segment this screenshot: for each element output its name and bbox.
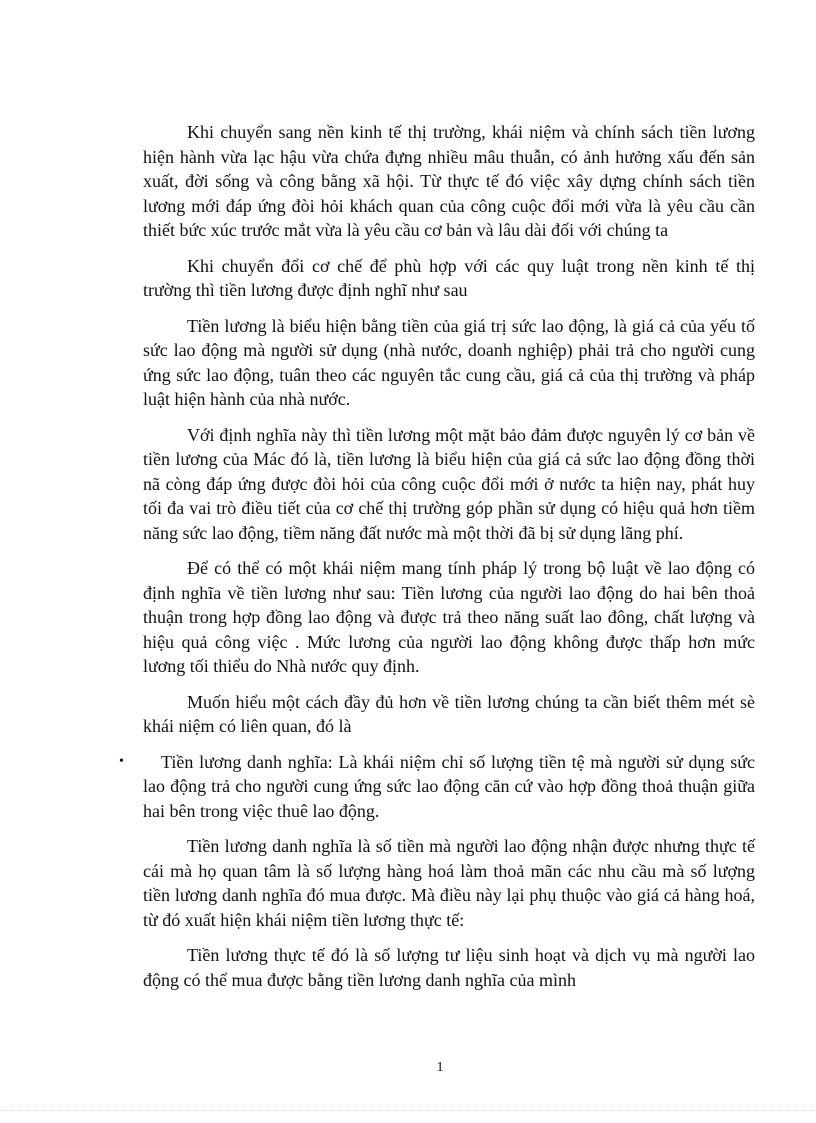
paragraph: Với định nghĩa này thì tiền lương một mặt bảo đảm được nguyên lý cơ bản về tiền lương của Mác đó là, tiền lương là biểu hiện của giá cả sức lao động đồng thời nã còng đáp ứng được đòi hỏi của công cuộc đổi mới ở nước ta hiện nay, phát huy tối đa vai trò điều tiết của cơ chế thị trường góp phần sử dụng có hiệu quả hơn tiềm năng sức lao động, tiềm năng đất nước mà một thời đã bị sử dụng lãng phí.	[143, 424, 755, 543]
bullet-item	[119, 750, 755, 824]
page-bottom-divider	[0, 1110, 816, 1111]
paragraph: Để có thể có một khái niệm mang tính pháp lý trong bộ luật về lao động có định nghĩa về tiền lương như sau: Tiền lương của người lao động do hai bên thoả thuận trong hợp đồng lao động và được trả theo năng suất lao đông, chất lượng và hiệu quả công việc . Mức lương của người lao động không được thấp hơn mức lương tối thiểu do Nhà nước quy định.	[143, 558, 755, 676]
bullet-marker-icon: •	[119, 753, 124, 769]
paragraph: Muốn hiểu một cách đầy đủ hơn về tiền lương chúng ta cần biết thêm mét sè khái niệm có liên quan, đó là	[143, 691, 755, 736]
paragraph: Khi chuyển sang nền kinh tế thị trường, khái niệm và chính sách tiền lương hiện hành vừa lạc hậu vừa chứa đựng nhiều mâu thuẫn, có ảnh hưởng xấu đến sản xuất, đời sống và công bằng xã hội. Từ thực tế đó việc xây dựng chính sách tiền lương mới đáp ứng đòi hỏi khách quan của công cuộc đổi mới vừa là yêu cầu cần thiết bức xúc trước mắt vừa là yêu cầu cơ bản và lâu dài đối với chúng ta	[143, 122, 755, 240]
paragraph: Tiền lương danh nghĩa là số tiền mà người lao động nhận được nhưng thực tế cái mà họ quan tâm là số lượng hàng hoá làm thoả mãn các nhu cầu mà số lượng tiền lương danh nghĩa đó mua được. Mà điều này lại phụ thuộc vào giá cả hàng hoá, từ đó xuất hiện khái niệm tiền lương thực tế:	[143, 836, 755, 930]
document-body	[119, 120, 755, 1003]
page-number: 1	[436, 1060, 444, 1075]
paragraph: Tiền lương là biểu hiện bằng tiền của giá trị sức lao động, là giá cả của yếu tố sức lao động mà người sử dụng (nhà nước, doanh nghiệp) phải trả cho người cung ứng sức lao động, tuân theo các nguyên tắc cung cầu, giá cả của thị trường và pháp luật hiện hành của nhà nước.	[143, 315, 755, 409]
paragraph: Khi chuyển đổi cơ chế để phù hợp với các quy luật trong nền kinh tế thị trường thì tiền lương được định nghĩ như sau	[143, 255, 755, 300]
bullet-text: Tiền lương danh nghĩa: Là khái niệm chỉ số lượng tiền tệ mà người sử dụng sức lao động trả cho người cung ứng sức lao động căn cứ vào hợp đồng thoả thuận giữa hai bên trong việc thuê lao động.	[143, 751, 755, 821]
paragraph: Tiền lương thực tế đó là số lượng tư liệu sinh hoạt và dịch vụ mà người lao động có thể mua được bằng tiền lương danh nghĩa của mình	[143, 945, 755, 990]
